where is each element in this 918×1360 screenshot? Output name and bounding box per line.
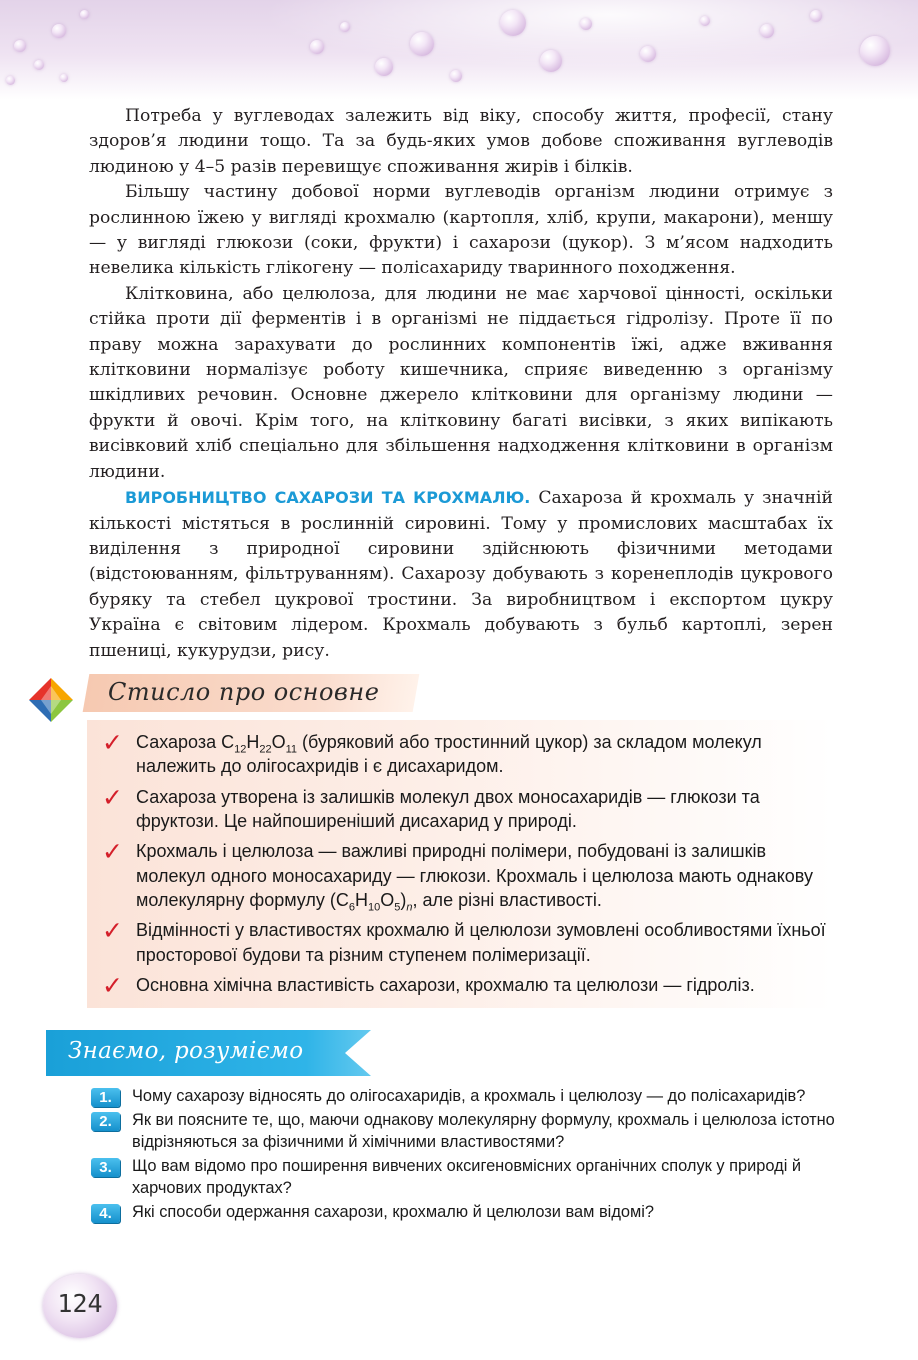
summary-header — [22, 668, 417, 722]
summary-text: H — [246, 732, 260, 752]
bubble-decoration — [700, 16, 710, 26]
question-number-badge: 1. — [91, 1088, 120, 1107]
production-text: Сахароза й крохмаль у значній кількості містяться в рослинній сировині. Тому у промислових масштабах їх виділення з природної сировини здійснюють фізичними методами (відстоюванням, фільтруванням). Сахарозу добувають з коренеплодів цукрового буряку та стебел цукрової тростини. За виробництвом і експортом цукру Україна є світовим лідером. Крохмаль добувають з бульб картоплі, зерен пшениці, кукурудзи, рису. — [89, 488, 833, 661]
main-text — [89, 104, 833, 664]
summary-text: Сахароза утворена із залишків молекул двох моносахаридів — глюкози та фруктози. Це найпоширеніший дисахарид у природі. — [136, 786, 760, 832]
checkmark-icon: ✓ — [102, 729, 123, 757]
summary-text: Крохмаль і целюлоза — важливі природні полімери, побудовані із залишків молекул одного моносахариду — глюкози. Крохмаль і целюлоза мають однакову молекулярну формулу (C — [136, 841, 813, 911]
summary-title: Стисло про основне — [108, 678, 380, 706]
summary-text: O — [380, 890, 395, 911]
summary-item — [98, 785, 836, 834]
checkmark-icon: ✓ — [102, 971, 123, 1000]
summary-text: H — [355, 890, 369, 911]
subscript: 22 — [259, 743, 272, 756]
bubble-decoration — [375, 58, 393, 76]
questions-header — [46, 1030, 378, 1080]
bubble-decoration — [450, 70, 462, 82]
bubble-decoration — [760, 24, 774, 38]
checkmark-icon: ✓ — [102, 838, 123, 867]
subscript: 11 — [285, 743, 298, 756]
bubble-decoration — [810, 10, 822, 22]
questions-list — [91, 1086, 836, 1226]
questions-title: Знаємо, розуміємо — [68, 1038, 304, 1064]
question-text: Чому сахарозу відносять до олігосахаридів, а крохмаль і целюлозу — до полісахаридів? — [132, 1087, 806, 1105]
bubble-decoration — [6, 76, 15, 85]
page-number-badge — [43, 1274, 117, 1338]
question-item — [91, 1156, 836, 1199]
subscript: 10 — [368, 901, 381, 914]
bubble-decoration — [540, 50, 562, 72]
bubble-decoration — [80, 10, 89, 19]
question-number-badge: 2. — [91, 1112, 120, 1131]
summary-item — [98, 730, 836, 779]
summary-list — [98, 730, 836, 1003]
summary-item — [98, 839, 836, 912]
question-number-badge: 3. — [91, 1158, 120, 1177]
bubble-decoration — [14, 40, 26, 52]
question-item — [91, 1110, 836, 1153]
question-number-badge: 4. — [91, 1204, 120, 1223]
bubble-decoration — [52, 24, 66, 38]
summary-text: Сахароза C — [136, 732, 235, 752]
subscript: 6 — [348, 901, 356, 914]
summary-text: O — [271, 732, 286, 752]
bubble-decoration — [500, 10, 526, 36]
summary-item — [98, 971, 836, 1000]
question-text: Як ви поясните те, що, маючи однакову молекулярну формулу, крохмаль і целюлоза істотно відрізняються за фізичними й хімічними властивостями? — [132, 1111, 835, 1151]
summary-text: ) — [400, 890, 407, 911]
bubble-decoration — [410, 32, 434, 56]
checkmark-icon: ✓ — [102, 917, 123, 946]
summary-text: Відмінності у властивостях крохмалю й целюлози зумовлені особливостями їхньої просторової будови та різним ступенем полімеризації. — [136, 920, 826, 965]
header-decoration — [0, 0, 918, 100]
bubble-decoration — [640, 46, 656, 62]
subscript: n — [406, 901, 413, 914]
subscript: 12 — [234, 743, 247, 756]
subscript: 5 — [394, 901, 401, 914]
paragraph-production — [89, 485, 833, 664]
question-text: Що вам відомо про поширення вивчених оксигеновмісних органічних сполук у природі й харчових продуктах? — [132, 1157, 802, 1197]
paragraph-needs: Потреба у вуглеводах залежить від віку, способу життя, професії, стану здоров’я людини тощо. Та за будь-яких умов добове споживання вуглеводів людиною у 4–5 разів перевищує споживання жирів і білків. — [89, 106, 833, 177]
bubble-decoration — [340, 22, 350, 32]
question-item — [91, 1086, 836, 1108]
summary-text: Основна хімічна властивість сахарози, крохмалю та целюлози — гідроліз. — [136, 974, 755, 995]
bubble-decoration — [580, 18, 592, 30]
paragraph-cellulose: Клітковина, або целюлоза, для людини не має харчової цінності, оскільки стійка проти дії ферментів і в організмі не піддається гідролізу. Проте її по праву можна зарахувати до рослинних компонентів їжі, адже вживання клітковини нормалізує роботу кишечника, сприяє виведенню з організму шкідливих речовин. Основне джерело клітковини для організму людини — фрукти й овочі. Крім того, на клітковину багаті висівки, з яких випікають висівковий хліб спеціально для збільшення надходження клітковини в організм людини. — [89, 283, 833, 482]
bubble-decoration — [310, 40, 324, 54]
summary-item — [98, 918, 836, 967]
page-number: 124 — [57, 1289, 103, 1318]
bubble-decoration — [34, 60, 44, 70]
bubble-decoration — [60, 74, 68, 82]
production-heading: ВИРОБНИЦТВО САХАРОЗИ ТА КРОХМАЛЮ. — [125, 488, 531, 508]
question-text: Які способи одержання сахарози, крохмалю й целюлози вам відомі? — [132, 1202, 655, 1221]
checkmark-icon: ✓ — [102, 783, 123, 812]
summary-text: , але різні властивості. — [412, 890, 602, 911]
diamond-icon — [27, 676, 75, 724]
bubble-decoration — [860, 36, 890, 66]
question-item — [91, 1202, 836, 1224]
paragraph-sources: Більшу частину добової норми вуглеводів організм людини отримує з рослинною їжею у вигляді крохмалю (картопля, хліб, крупи, макарони), меншу — у вигляді глюкози (соки, фрукти) і сахарози (цукор). З м’ясом надходить невелика кількість глікогену — полісахариду тваринного походження. — [89, 182, 833, 279]
summary-text: (буряковий або тростинний цукор) за складом молекул належить до олігосахридів і є дисахаридом. — [136, 732, 762, 777]
